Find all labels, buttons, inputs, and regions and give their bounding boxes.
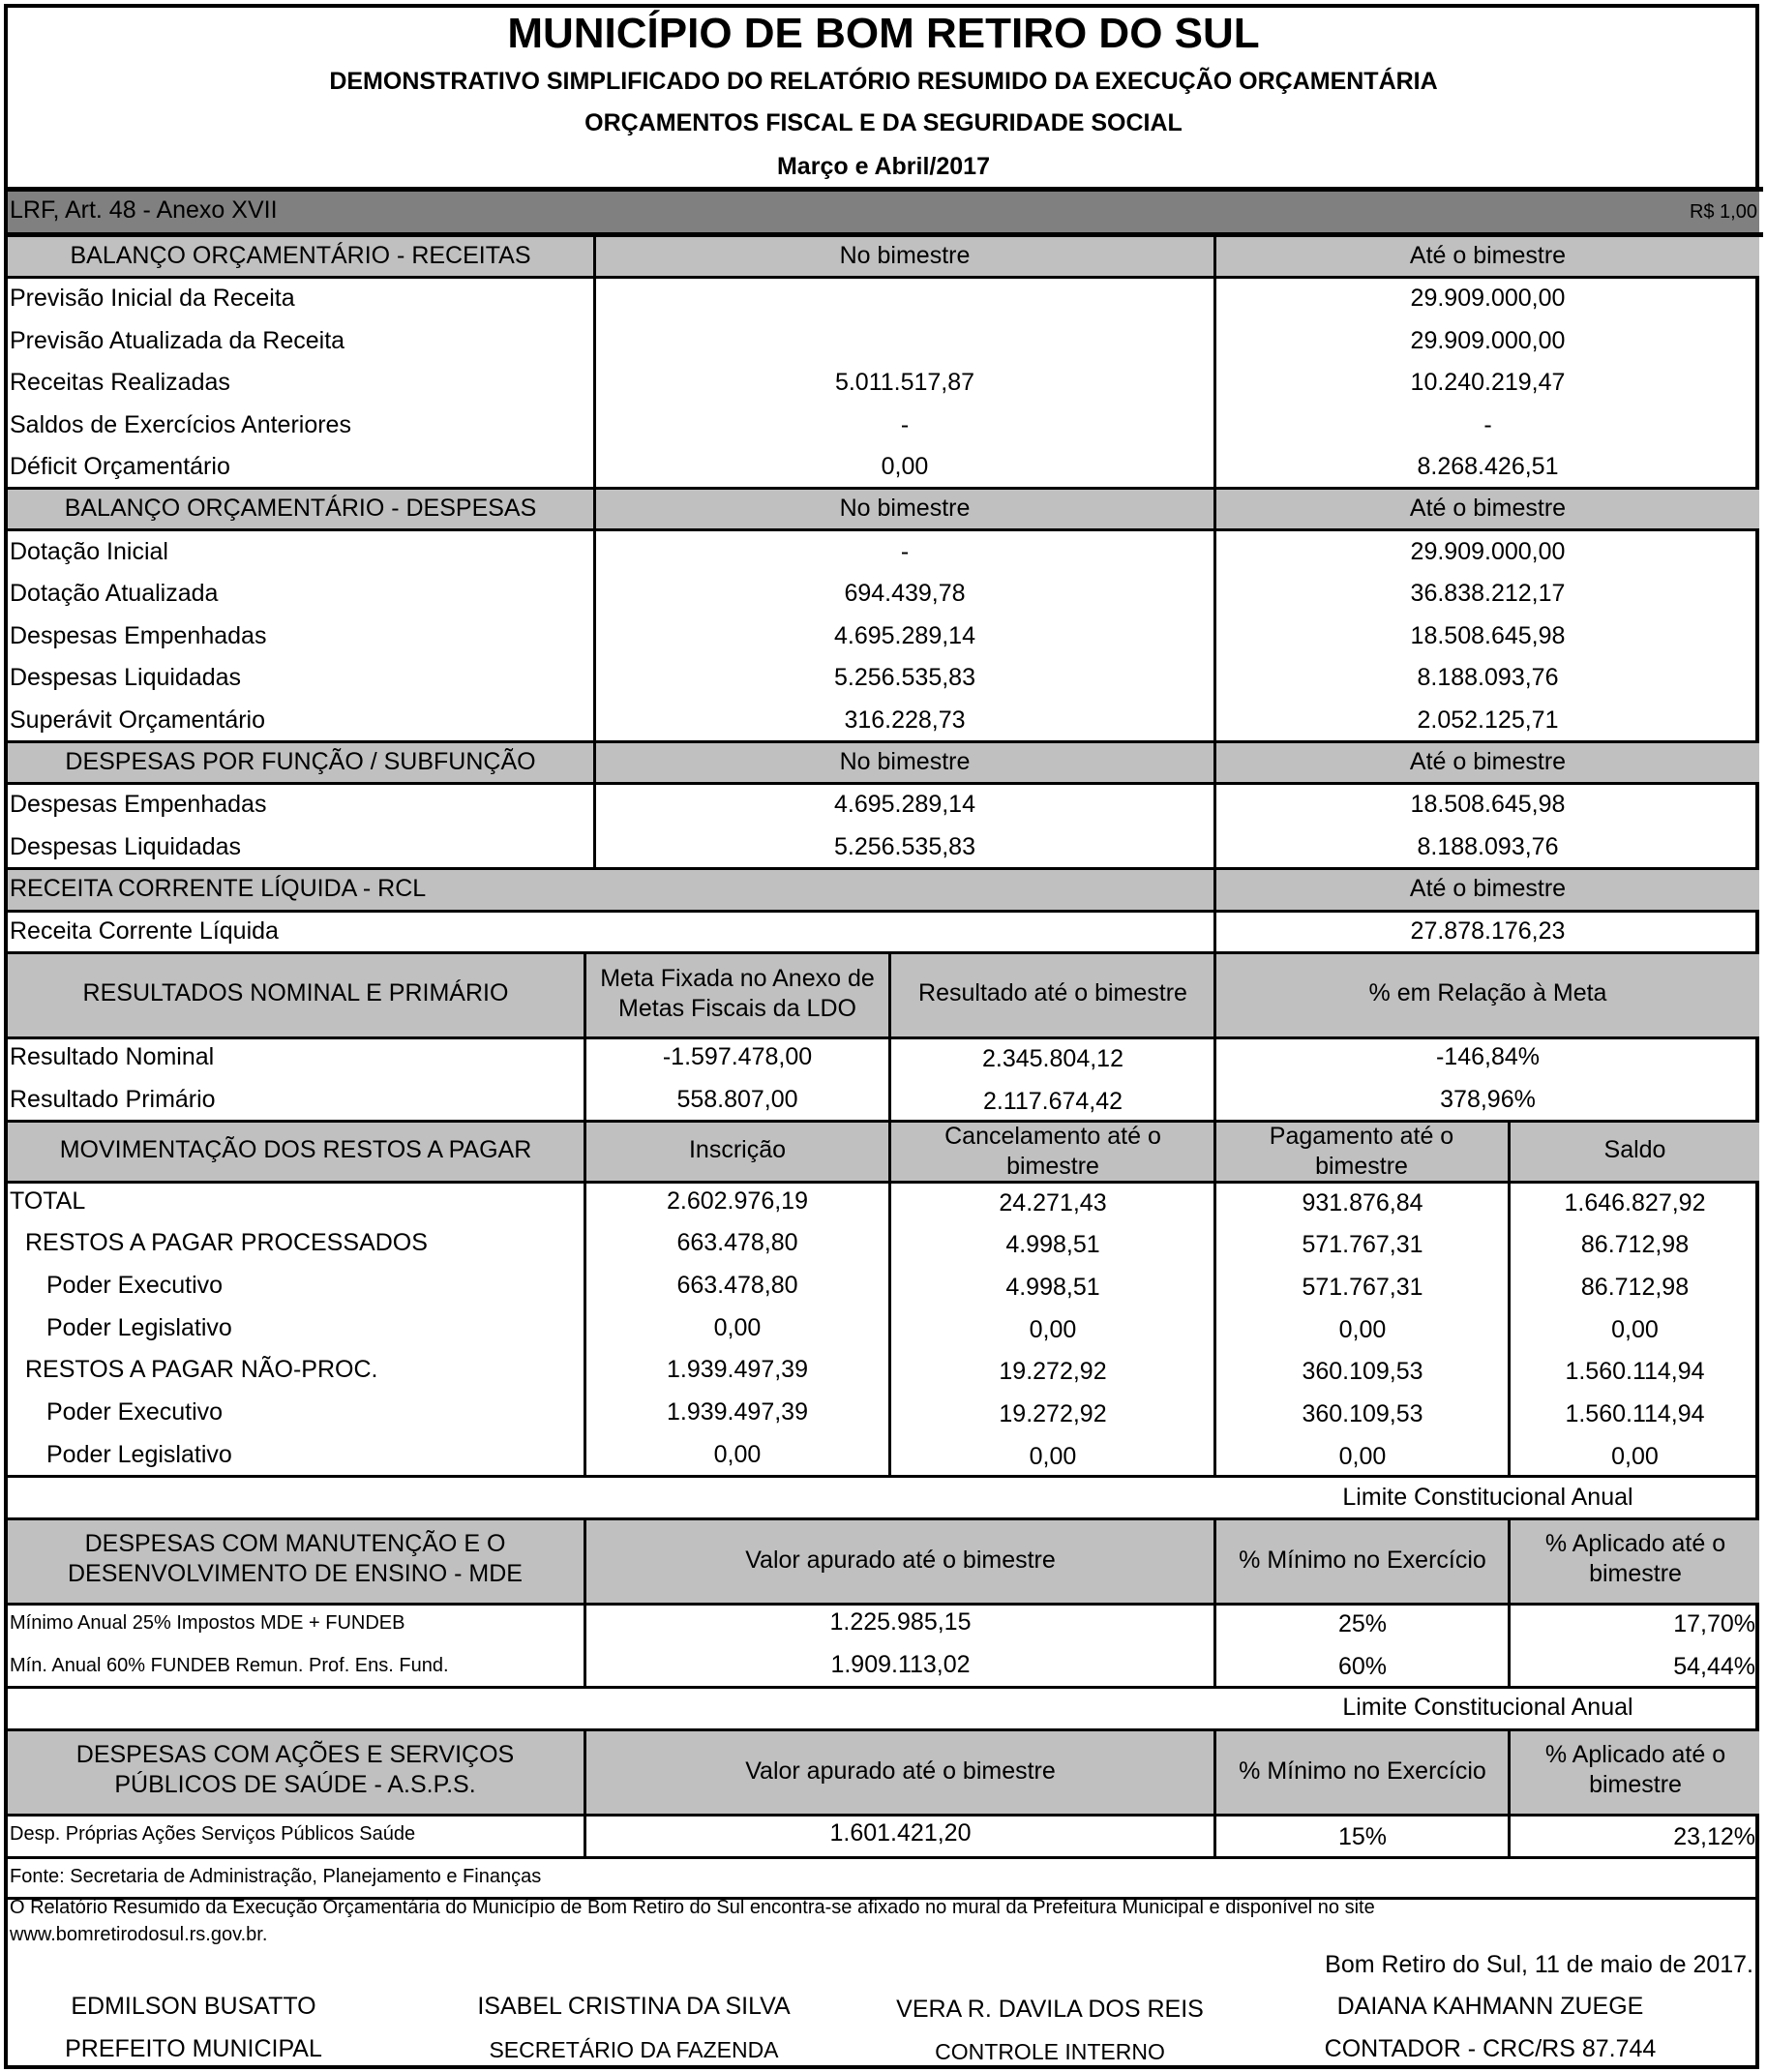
table-cell: 15%: [1337, 1823, 1388, 1850]
receitas-col-bimestre: No bimestre: [839, 242, 971, 269]
mde-heading: DESPESAS COM MANUTENÇÃO E O DESENVOLVIMENTO DE ENSINO - MDE: [68, 1530, 523, 1587]
table-row-label: Previsão Atualizada da Receita: [10, 327, 345, 354]
table-row-label: Dotação Atualizada: [10, 580, 219, 607]
resultados-heading: RESULTADOS NOMINAL E PRIMÁRIO: [82, 979, 509, 1006]
table-cell: 1.560.114,94: [1565, 1358, 1705, 1385]
divider: [8, 1036, 1759, 1039]
table-row-label: Resultado Primário: [10, 1086, 216, 1113]
receitas-col-ate: Até o bimestre: [1409, 242, 1567, 269]
divider: [584, 1123, 586, 1475]
website-link[interactable]: www.bomretirodosul.rs.gov.br.: [10, 1924, 268, 1945]
table-cell: 4.998,51: [1005, 1231, 1100, 1258]
restos-col-pagamento: Pagamento até o bimestre: [1269, 1123, 1454, 1180]
table-cell: 0,00: [1338, 1316, 1387, 1343]
table-cell: 5.256.535,83: [834, 833, 975, 860]
currency-unit: R$ 1,00: [1689, 201, 1757, 223]
divider: [8, 1181, 1759, 1184]
mde-limite-label: Limite Constitucional Anual: [1342, 1484, 1633, 1511]
table-cell: 54,44%: [1673, 1653, 1755, 1680]
table-cell: 60%: [1337, 1653, 1388, 1680]
table-cell: -1.597.478,00: [662, 1043, 813, 1070]
table-cell: -146,84%: [1435, 1043, 1541, 1070]
page-subtitle: DEMONSTRATIVO SIMPLIFICADO DO RELATÓRIO RESUMIDO DA EXECUÇÃO ORÇAMENTÁRIA: [329, 68, 1438, 95]
divider: [8, 782, 1759, 785]
divider: [1213, 1123, 1216, 1475]
table-cell: 2.345.804,12: [982, 1045, 1123, 1072]
table-row-label: Poder Legislativo: [46, 1314, 232, 1341]
divider: [8, 910, 1759, 913]
table-cell: 571.767,31: [1302, 1231, 1423, 1258]
resultados-col-meta: Meta Fixada no Anexo de Metas Fiscais da LDO: [600, 965, 875, 1022]
divider: [888, 1123, 891, 1475]
asps-limite-label: Limite Constitucional Anual: [1342, 1694, 1633, 1721]
table-cell: 0,00: [1029, 1443, 1077, 1470]
table-cell: 931.876,84: [1302, 1189, 1423, 1216]
restos-heading: MOVIMENTAÇÃO DOS RESTOS A PAGAR: [59, 1136, 532, 1163]
signature-name: EDMILSON BUSATTO: [71, 1993, 316, 2020]
date-line: Bom Retiro do Sul, 11 de maio de 2017.: [1325, 1951, 1753, 1978]
table-cell: 1.939.497,39: [667, 1398, 808, 1426]
resultados-col-percent: % em Relação à Meta: [1368, 979, 1607, 1006]
report-period: Março e Abril/2017: [776, 153, 990, 180]
divider: [8, 528, 1759, 531]
table-cell: -: [900, 538, 910, 565]
divider: [8, 276, 1759, 279]
table-cell: 24.271,43: [999, 1189, 1107, 1216]
signature-name: DAIANA KAHMANN ZUEGE: [1336, 1993, 1644, 2020]
table-cell: 1.939.497,39: [667, 1356, 808, 1383]
table-row-label: Despesas Liquidadas: [10, 664, 242, 691]
table-row-label: Despesas Empenhadas: [10, 791, 267, 818]
asps-col-valor: Valor apurado até o bimestre: [745, 1757, 1056, 1785]
table-cell: 360.109,53: [1302, 1400, 1423, 1427]
table-cell: 0,00: [881, 453, 929, 480]
table-cell: 36.838.212,17: [1410, 580, 1566, 607]
divider: [1213, 237, 1216, 867]
divider: [1213, 870, 1216, 951]
table-row-label: TOTAL: [10, 1187, 86, 1215]
table-cell: 86.712,98: [1580, 1274, 1690, 1301]
table-row-label: Despesas Empenhadas: [10, 622, 267, 649]
divider: [584, 1520, 586, 1686]
source-note: Fonte: Secretaria de Administração, Planejamento e Finanças: [10, 1866, 542, 1887]
table-cell: 316.228,73: [844, 706, 966, 734]
restos-col-inscricao: Inscrição: [688, 1136, 787, 1163]
divider: [8, 1686, 1759, 1689]
table-cell: 694.439,78: [844, 580, 966, 607]
signature-name: ISABEL CRISTINA DA SILVA: [477, 1993, 791, 2020]
table-cell: 19.272,92: [999, 1400, 1107, 1427]
table-cell: 558.807,00: [676, 1086, 798, 1113]
funcao-heading: DESPESAS POR FUNÇÃO / SUBFUNÇÃO: [65, 748, 536, 775]
divider: [888, 954, 891, 1120]
funcao-col-bimestre: No bimestre: [839, 748, 971, 775]
table-row-label: Poder Executivo: [46, 1398, 224, 1426]
divider: [593, 237, 596, 867]
table-cell: -: [1483, 411, 1492, 438]
table-cell: 5.256.535,83: [834, 664, 975, 691]
divider: [8, 1475, 1759, 1478]
signature-role: SECRETÁRIO DA FAZENDA: [489, 2037, 779, 2062]
table-cell: 2.117.674,42: [982, 1088, 1123, 1115]
signature-name: VERA R. DAVILA DOS REIS: [896, 1996, 1204, 2023]
table-cell: 29.909.000,00: [1410, 285, 1566, 312]
rcl-heading: RECEITA CORRENTE LÍQUIDA - RCL: [10, 875, 427, 902]
table-cell: 8.188.093,76: [1417, 664, 1559, 691]
funcao-col-ate: Até o bimestre: [1409, 748, 1567, 775]
table-cell: 5.011.517,87: [834, 369, 975, 396]
table-row-label: Receitas Realizadas: [10, 369, 230, 396]
table-cell: 2.052.125,71: [1417, 706, 1559, 734]
divider: [1508, 1123, 1511, 1475]
divider: [1213, 954, 1216, 1120]
despesas-heading: BALANÇO ORÇAMENTÁRIO - DESPESAS: [64, 495, 537, 522]
despesas-col-ate: Até o bimestre: [1409, 495, 1567, 522]
table-cell: 1.601.421,20: [829, 1819, 972, 1847]
page-title: MUNICÍPIO DE BOM RETIRO DO SUL: [507, 10, 1260, 57]
table-row-label: Despesas Liquidadas: [10, 833, 242, 860]
divider: [8, 1814, 1759, 1817]
rcl-label: Receita Corrente Líquida: [10, 917, 279, 945]
table-cell: 18.508.645,98: [1410, 791, 1566, 818]
asps-heading: DESPESAS COM AÇÕES E SERVIÇOS PÚBLICOS DE SAÚDE - A.S.P.S.: [75, 1741, 515, 1798]
table-cell: 29.909.000,00: [1410, 538, 1566, 565]
signature-role: PREFEITO MUNICIPAL: [65, 2035, 322, 2062]
table-row-label: Saldos de Exercícios Anteriores: [10, 411, 351, 438]
table-row-label: Previsão Inicial da Receita: [10, 285, 295, 312]
divider: [584, 1731, 586, 1856]
publication-note: O Relatório Resumido da Execução Orçamentária do Município de Bom Retiro do Sul encontra-se afixado no mural da Prefeitura Municipal e disponível no site: [10, 1897, 1375, 1918]
table-cell: 2.602.976,19: [667, 1187, 808, 1215]
table-cell: 1.909.113,02: [830, 1651, 971, 1678]
mde-col-valor: Valor apurado até o bimestre: [745, 1546, 1056, 1574]
table-cell: 1.225.985,15: [829, 1608, 972, 1636]
despesas-col-bimestre: No bimestre: [839, 495, 971, 522]
table-cell: 0,00: [713, 1314, 762, 1341]
table-cell: 378,96%: [1440, 1086, 1536, 1113]
table-cell: 19.272,92: [999, 1358, 1107, 1385]
table-cell: -: [900, 411, 910, 438]
table-cell: 360.109,53: [1302, 1358, 1423, 1385]
table-cell: 0,00: [1338, 1443, 1387, 1470]
table-row-label: Resultado Nominal: [10, 1043, 215, 1070]
table-cell: 4.695.289,14: [834, 791, 975, 818]
divider: [8, 1603, 1759, 1606]
table-row-label: Poder Legislativo: [46, 1441, 232, 1468]
table-cell: 8.268.426,51: [1417, 453, 1559, 480]
resultados-col-resultado: Resultado até o bimestre: [918, 979, 1187, 1006]
table-row-label: Mínimo Anual 25% Impostos MDE + FUNDEB: [10, 1612, 405, 1634]
table-cell: 0,00: [1029, 1316, 1077, 1343]
receitas-heading: BALANÇO ORÇAMENTÁRIO - RECEITAS: [70, 242, 531, 269]
table-row-label: RESTOS A PAGAR PROCESSADOS: [25, 1229, 428, 1256]
asps-col-aplicado: % Aplicado até o bimestre: [1544, 1741, 1726, 1798]
table-cell: 663.478,80: [676, 1272, 798, 1299]
divider: [8, 1856, 1759, 1859]
table-cell: 4.998,51: [1005, 1274, 1100, 1301]
table-cell: 8.188.093,76: [1417, 833, 1559, 860]
table-cell: 663.478,80: [676, 1229, 798, 1256]
table-row-label: Mín. Anual 60% FUNDEB Remun. Prof. Ens. Fund.: [10, 1655, 449, 1676]
asps-col-minimo: % Mínimo no Exercício: [1239, 1757, 1486, 1785]
divider: [1508, 1731, 1511, 1856]
table-row-label: Poder Executivo: [46, 1272, 224, 1299]
divider: [1213, 1520, 1216, 1686]
table-cell: 23,12%: [1673, 1823, 1755, 1850]
signature-role: CONTROLE INTERNO: [935, 2039, 1165, 2064]
mde-col-aplicado: % Aplicado até o bimestre: [1544, 1530, 1726, 1587]
divider: [1213, 1731, 1216, 1856]
table-row-label: Dotação Inicial: [10, 538, 168, 565]
restos-col-cancelamento: Cancelamento até o bimestre: [944, 1123, 1161, 1180]
table-row-label: Superávit Orçamentário: [10, 706, 266, 734]
divider: [1508, 1520, 1511, 1686]
table-cell: 86.712,98: [1580, 1231, 1690, 1258]
table-cell: 0,00: [1611, 1316, 1659, 1343]
table-cell: 1.646.827,92: [1564, 1189, 1706, 1216]
rcl-col-ate: Até o bimestre: [1409, 875, 1567, 902]
table-cell: 18.508.645,98: [1410, 622, 1566, 649]
signature-role: CONTADOR - CRC/RS 87.744: [1324, 2035, 1657, 2062]
table-cell: 25%: [1337, 1610, 1388, 1637]
mde-col-minimo: % Mínimo no Exercício: [1239, 1546, 1486, 1574]
table-cell: 1.560.114,94: [1565, 1400, 1705, 1427]
lrf-label: LRF, Art. 48 - Anexo XVII: [10, 196, 278, 224]
table-cell: 17,70%: [1673, 1610, 1755, 1637]
table-row-label: Desp. Próprias Ações Serviços Públicos Saúde: [10, 1823, 416, 1845]
restos-col-saldo: Saldo: [1603, 1136, 1666, 1163]
table-cell: 10.240.219,47: [1410, 369, 1566, 396]
table-row-label: RESTOS A PAGAR NÃO-PROC.: [25, 1356, 378, 1383]
table-cell: 0,00: [713, 1441, 762, 1468]
table-cell: 0,00: [1611, 1443, 1659, 1470]
divider: [584, 954, 586, 1120]
table-cell: 4.695.289,14: [834, 622, 975, 649]
page-subtitle-2: ORÇAMENTOS FISCAL E DA SEGURIDADE SOCIAL: [584, 109, 1183, 136]
table-cell: 571.767,31: [1302, 1274, 1423, 1301]
rcl-value: 27.878.176,23: [1410, 917, 1566, 945]
table-cell: 29.909.000,00: [1410, 327, 1566, 354]
table-row-label: Déficit Orçamentário: [10, 453, 230, 480]
